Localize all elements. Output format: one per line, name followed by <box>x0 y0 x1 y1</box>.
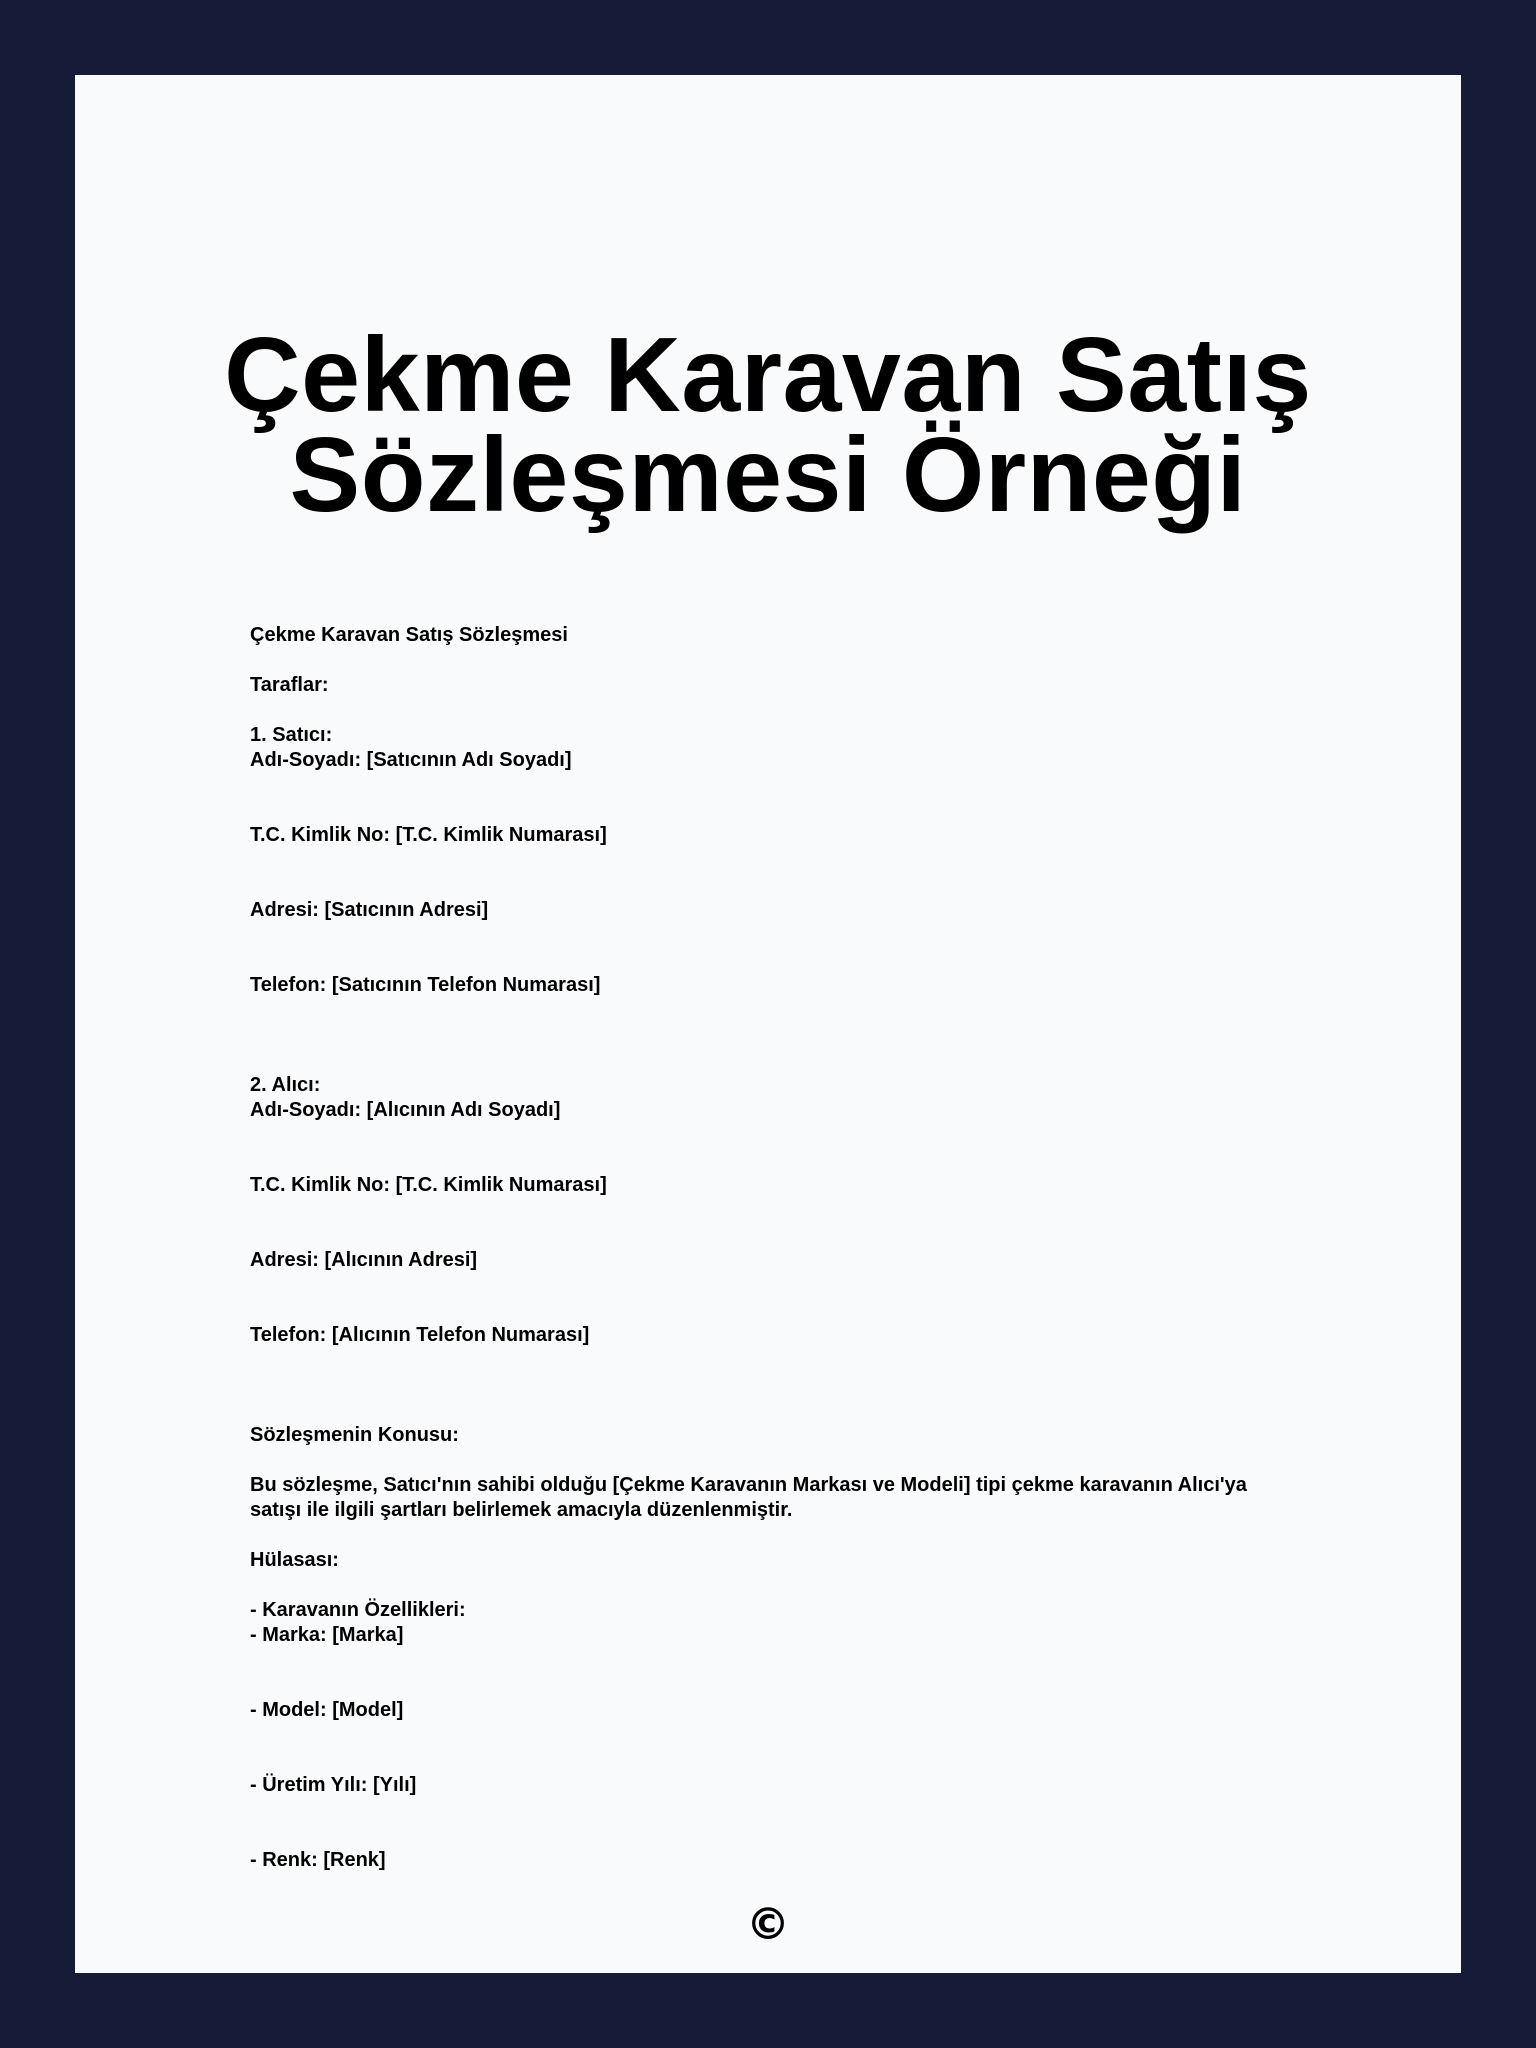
seller-tc: T.C. Kimlik No: [T.C. Kimlik Numarası] <box>250 824 607 846</box>
summary-label: Hülasası: <box>250 1549 339 1571</box>
buyer-address: Adresi: [Alıcının Adresi] <box>250 1249 478 1271</box>
seller-address: Adresi: [Satıcının Adresi] <box>250 899 489 921</box>
feature-year: - Üretim Yılı: [Yılı] <box>250 1774 417 1796</box>
buyer-name: Adı-Soyadı: [Alıcının Adı Soyadı] <box>250 1099 561 1121</box>
feature-color: - Renk: [Renk] <box>250 1849 386 1871</box>
subject-label: Sözleşmenin Konusu: <box>250 1424 459 1446</box>
title-line-1: Çekme Karavan Satış <box>224 316 1312 434</box>
subject-text: Bu sözleşme, Satıcı'nın sahibi olduğu [Çekme Karavanın Markası ve Modeli] tipi çekme karavanın Alıcı'ya satışı ile ilgili şartları belirlemek amacıyla düzenlenmiştir. <box>250 1474 1253 1521</box>
document-body <box>250 623 1290 1873</box>
document-title <box>75 316 1461 534</box>
buyer-phone: Telefon: [Alıcının Telefon Numarası] <box>250 1324 590 1346</box>
seller-phone: Telefon: [Satıcının Telefon Numarası] <box>250 974 601 996</box>
parties-label: Taraflar: <box>250 674 329 696</box>
feature-brand: - Marka: [Marka] <box>250 1624 404 1646</box>
seller-label: 1. Satıcı: <box>250 724 333 746</box>
document-page <box>75 75 1461 1973</box>
title-line-2: Sözleşmesi Örneği <box>289 416 1247 534</box>
features-label: - Karavanın Özellikleri: <box>250 1599 466 1621</box>
copyright-icon: © <box>746 1899 790 1950</box>
contract-heading: Çekme Karavan Satış Sözleşmesi <box>250 624 568 646</box>
seller-name: Adı-Soyadı: [Satıcının Adı Soyadı] <box>250 749 572 771</box>
feature-model: - Model: [Model] <box>250 1699 404 1721</box>
buyer-tc: T.C. Kimlik No: [T.C. Kimlik Numarası] <box>250 1174 607 1196</box>
buyer-label: 2. Alıcı: <box>250 1074 321 1096</box>
